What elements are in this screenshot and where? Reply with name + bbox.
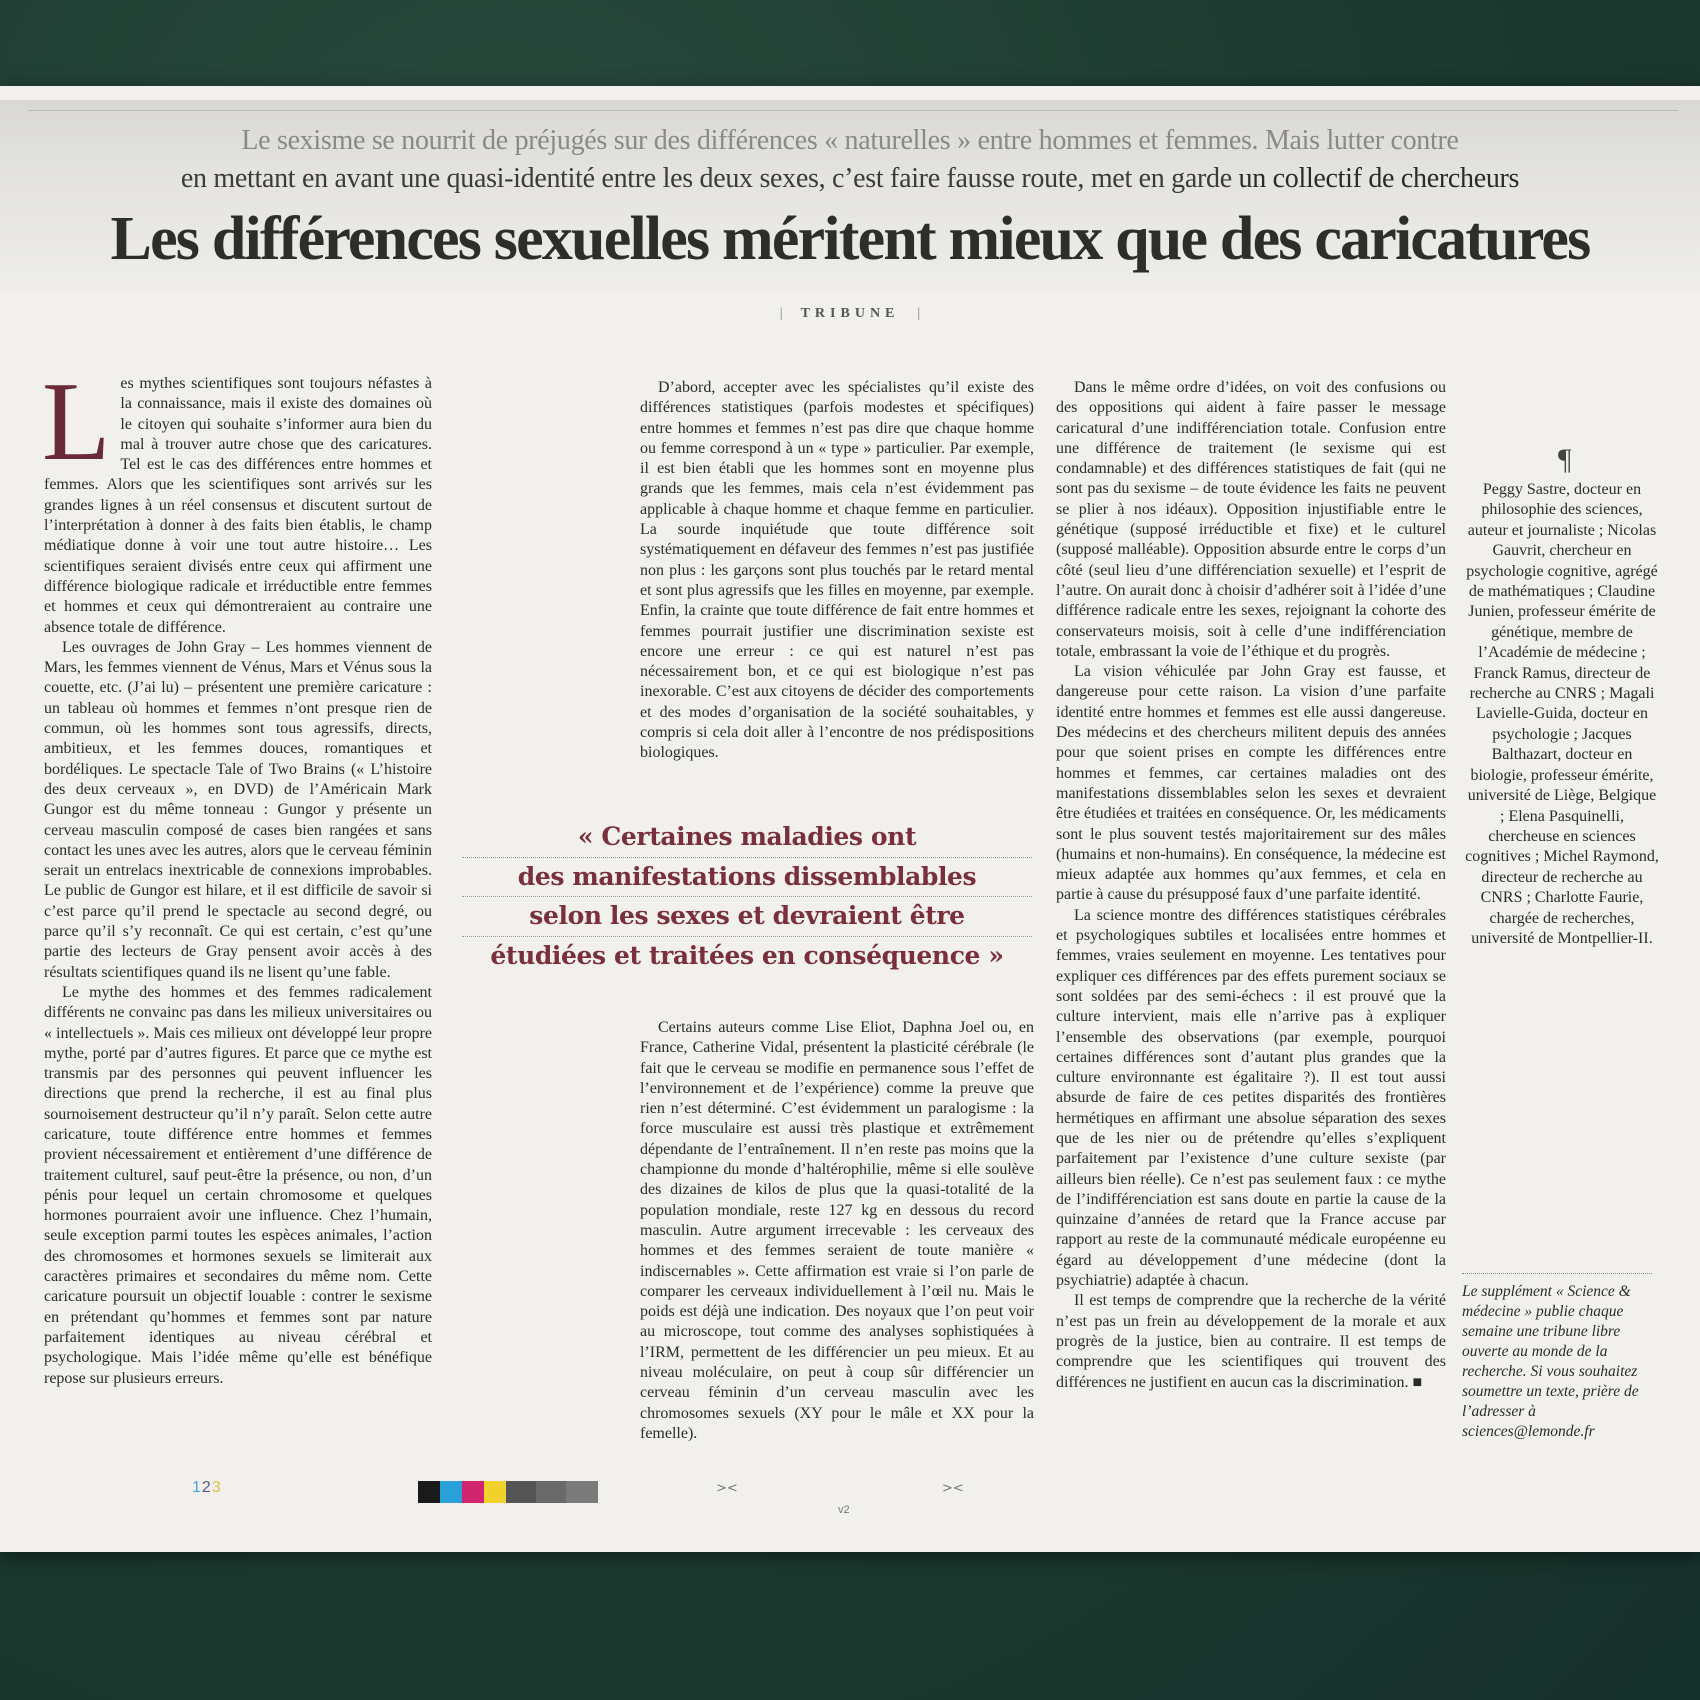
color-swatch xyxy=(536,1481,566,1503)
color-swatch xyxy=(440,1481,462,1503)
column-2-paragraph-1: D’abord, accepter avec les spécialistes qu’il existe des différences statistiques (parfois modestes et spécifiques) entre hommes et femmes n’est pas dire que chaque homme ou femme correspond à un « type » particulier. Par exemple, il est bien établi que les hommes sont en moyenne plus grands que les femmes, mais cela n’est évidemment pas applicable à chaque homme et chaque femme en particulier. La sourde inquiétude que toute différence soit systématiquement en défaveur des femmes n’est pas justifiée non plus : les garçons sont plus touchés par le retard mental et sont plus agressifs que les filles en moyenne, par exemple. Enfin, la crainte que toute différence de fait entre hommes et femmes pourrait justifier une discrimination sexiste est encore une erreur : ce qui est naturel n’est pas nécessairement bon, et ce qui est biologique n’est pas inexorable. C’est aux citoyens de décider des comportements et des modes d’organisation de la société souhaitables, y compris si cela doit aller à l’encontre de nos prédispositions biologiques. xyxy=(640,379,1034,762)
pilcrow-icon: ¶ xyxy=(1558,443,1572,476)
pull-quote-line: selon les sexes et devraient être xyxy=(462,897,1032,937)
column-2 xyxy=(640,378,1034,764)
rubric: | TRIBUNE | xyxy=(779,306,921,321)
pull-quote-line: étudiées et traitées en conséquence » xyxy=(490,940,1004,970)
color-swatch xyxy=(462,1481,484,1503)
headline: Les différences sexuelles méritent mieux que des caricatures xyxy=(110,205,1590,273)
column-1 xyxy=(42,360,432,1389)
page-number-digit: 1 xyxy=(192,1479,202,1496)
color-swatch xyxy=(418,1481,440,1503)
color-swatch xyxy=(566,1481,598,1503)
kicker xyxy=(20,122,1680,198)
column-4-paragraph-4: Il est temps de comprendre que la recherche de la vérité n’est pas un frein au développement de la morale et aux progrès de la justice, bien au contraire. Il est temps de comprendre que les scientifiques qui trouvent des différences ne justifient en aucun cas la discrimination. ■ xyxy=(1056,1292,1446,1391)
supplement-note: Le supplément « Science & médecine » publie chaque semaine une tribune libre ouverte au monde de la recherche. Si vous souhaitez soumettre un texte, prière de l’adresser à sciences@lemonde.fr xyxy=(1462,1283,1639,1440)
column-1-paragraph-1: Les mythes scientifiques sont toujours néfastes à la connaissance, mais il existe des domaines où le citoyen qui souhaite s’informer aura bien du mal à trouver autre chose que des caricatures. Tel est le cas des différences entre hommes et femmes. Alors que les scientifiques sont arrivés sur les grandes lignes à un réel consensus et discutent surtout de l’interprétation à donner à des faits bien établis, le champ médiatique donne à voir une tout autre histoire… Les scientifiques seraient divisés entre ceux qui affirment une différence biologique radicale et irréductible entre femmes et hommes et ceux qui démontreraient au contraire une absence totale de différence. xyxy=(42,360,432,636)
pull-quote xyxy=(462,818,1032,975)
page-number xyxy=(192,1479,222,1497)
top-rule xyxy=(28,110,1678,111)
version-label: v2 xyxy=(838,1504,850,1516)
column-1-paragraph-2: Les ouvrages de John Gray – Les hommes viennent de Mars, les femmes viennent de Vénus, Mars et Vénus sous la couette, etc. (J’ai lu) – présentent une première caricature : un tableau où hommes et femmes n’ont presque rien de commun, où les hommes sont tous agressifs, directs, ambitieux, et les femmes douces, romantiques et bordéliques. Le spectacle Tale of Two Brains (« L’histoire des deux cerveaux », en DVD) de l’Américain Mark Gungor est du même tonneau : Gungor y présente un cerveau masculin composé de cases bien rangées et sans contact les unes avec les autres, alors que le cerveau féminin serait un entrelacs inextricable de connexions improbables. Le public de Gungor est hilare, et il est difficile de savoir si c’est parce qu’il prend le spectacle au second degré, ou parce qu’il s’y reconnaît. Ce qui est certain, c’est qu’une partie des lecteurs de Gray pensent avoir accès à des résultats scientifiques quand ils ne lisent qu’une fable. xyxy=(44,638,432,981)
kicker-line-1: Le sexisme se nourrit de préjugés sur des différences « naturelles » entre hommes et femmes. Mais lutter contre xyxy=(241,125,1459,156)
pull-quote-line: « Certaines maladies ont xyxy=(462,818,1032,858)
kicker-line-2: en mettant en avant une quasi-identité entre les deux sexes, c’est faire fausse route, met en garde xyxy=(180,163,1232,194)
color-swatch xyxy=(484,1481,506,1503)
note-divider xyxy=(1462,1273,1652,1274)
registration-mark: >< xyxy=(942,1481,964,1496)
column-4-paragraph-3: La science montre des différences statistiques cérébrales et psychologiques subtiles et localisées entre hommes et femmes, vraies seulement en moyenne. Les tentatives pour expliquer ces différences par des effets purement sociaux se sont soldées par des semi-échecs : il est prouvé que la culture intervient, mais elle n’arrive pas à expliquer l’ensemble des observations (par exemple, pourquoi certaines différences sont d’autant plus grandes que la culture environnante est égalitaire ?). Il est tout aussi absurde de faire de ces petites disparités des frontières hermétiques en affirmant une absolue séparation des sexes que de les nier ou de prétendre qu’elles s’expliquent parfaitement par l’existence d’une culture sexiste (par ailleurs bien réelle). Ce n’est pas seulement faux : ce mythe de l’indifférenciation est sans doute en partie la cause de la quinzaine d’années de retard que la France accuse par rapport au reste de la communauté médicale européenne eu égard au développement d’une médecine (dont la psychiatrie) adaptée à chacun. xyxy=(1056,906,1446,1290)
column-4-paragraph-2: La vision véhiculée par John Gray est fausse, et dangereuse pour cette raison. La vision d’une parfaite identité entre hommes et femmes est elle aussi dangereuse. Des médecins et des chercheurs militent depuis des années pour que soient prises en compte les différences entre hommes et femmes, car certaines maladies ont des manifestations dissemblables selon les sexes et devraient être étudiées et traitées en conséquence. Or, les médicaments sont le plus souvent testés majoritairement sur des mâles (humains et non-humains). En conséquence, la médecine est mieux adaptée aux hommes qu’aux femmes, et cela en partie à cause du présupposé faux d’une parfaite identité. xyxy=(1056,663,1446,904)
page-number-digit: 2 xyxy=(201,1479,212,1496)
author-bios: Peggy Sastre, docteur en philosophie des sciences, auteur et journaliste ; Nicolas Gauvrit, chercheur en psychologie cognitive, agrégé de mathématiques ; Claudine Junien, professeur émérite de génétique, membre de l’Académie de médecine ; Franck Ramus, directeur de recherche au CNRS ; Magali Lavielle-Guida, docteur en psychologie ; Jacques Balthazart, docteur en biologie, professeur émérite, université de Liège, Belgique ; Elena Pasquinelli, chercheuse en sciences cognitives ; Michel Raymond, directeur de recherche au CNRS ; Charlotte Faurie, chargée de recherches, université de Montpellier-II. xyxy=(1465,481,1659,947)
column-3 xyxy=(640,1018,1034,1444)
registration-mark: >< xyxy=(716,1481,738,1496)
newspaper-page xyxy=(0,86,1700,1552)
color-swatch xyxy=(506,1481,536,1503)
column-1-paragraph-3: Le mythe des hommes et des femmes radicalement différents ne convainc pas dans les milieux universitaires ou « intellectuels ». Mais ces milieux ont développé leur propre mythe, porté par d’autres figures. Et parce que ce mythe est transmis par des personnes qui peuvent influencer les directions que prend la recherche, il est au final plus sournoisement destructeur qu’il n’y paraît. Selon cette autre caricature, toute différence entre hommes et femmes provient nécessairement et entièrement d’une différence de traitement culturel, sauf peut-être la présence, ou non, d’un pénis pour lequel un certain chromosome et quelques hormones pourraient avoir une influence. Chez l’humain, seule exception parmi toutes les espèces animales, l’action des chromosomes et hormones sexuels se limiterait aux caractères primaires et secondaires du même nom. Cette caricature poursuit un objectif louable : contrer le sexisme en prétendant qu’hommes et femmes sont par nature parfaitement identiques au niveau cérébral et psychologique. Mais l’idée même qu’elle est bénéfique repose sur plusieurs erreurs. xyxy=(44,983,432,1387)
kicker-author: un collectif de chercheurs xyxy=(1238,163,1520,194)
pull-quote-line: des manifestations dissemblables xyxy=(462,858,1032,898)
column-3-paragraph-1: Certains auteurs comme Lise Eliot, Daphna Joel ou, en France, Catherine Vidal, présentent la plasticité cérébrale (le fait que le cerveau se modifie en permanence sous l’effet de l’environnement et de l’expérience) comme la preuve que rien n’est déterminé. C’est évidemment un paralogisme : la force musculaire est aussi très plastique et extrêmement dépendante de l’entraînement. Il n’en reste pas moins que la championne du monde d’haltérophilie, même si elle soulève des dizaines de kilos de plus que la quasi-totalité de la population mondiale, reste 127 kg en dessous du record masculin. Autre argument irrecevable : les cerveaux des hommes et des femmes seraient de toute manière « indiscernables ». Cette affirmation est vraie si l’on parle de comparer les cerveaux individuellement à l’œil nu. Mais le poids est déjà une indication. Des noyaux que l’on peut voir au microscope, tout comme des analyses sophistiquées à l’IRM, permettent de les différencier un peu mieux. Et au niveau moléculaire, on peut à coup sûr différencier un cerveau féminin d’un cerveau masculin avec les chromosomes sexuels (XY pour le mâle et XX pour la femelle). xyxy=(640,1019,1034,1442)
page-number-digit: 3 xyxy=(211,1479,222,1496)
column-4 xyxy=(1056,378,1446,1393)
dropcap: L xyxy=(42,360,111,484)
print-color-bar xyxy=(418,1481,598,1503)
column-4-paragraph-1: Dans le même ordre d’idées, on voit des confusions ou des oppositions qui aident à faire passer le message caricatural d’une indifférenciation totale. Confusion entre une différence de traitement (le sexisme qui est condamnable) et des différences statistiques de fait (qui ne sont pas du sexisme – de toute évidence les faits ne peuvent se plier à nos idéaux). Opposition injustifiable entre le génétique (supposé irréductible et fixe) et le culturel (supposé malléable). Opposition absurde entre le corps d’un côté (seul lieu d’une différenciation sexuelle) et l’esprit de l’autre. On aurait donc à choisir d’adhérer soit à l’idée d’une différence radicale entre les sexes, rejoignant la cohorte des conservateurs moisis, soit à celle d’une indifférenciation totale, embrassant la voie de l’éthique et du progrès. xyxy=(1056,379,1446,660)
rubric-label: TRIBUNE xyxy=(800,306,900,321)
